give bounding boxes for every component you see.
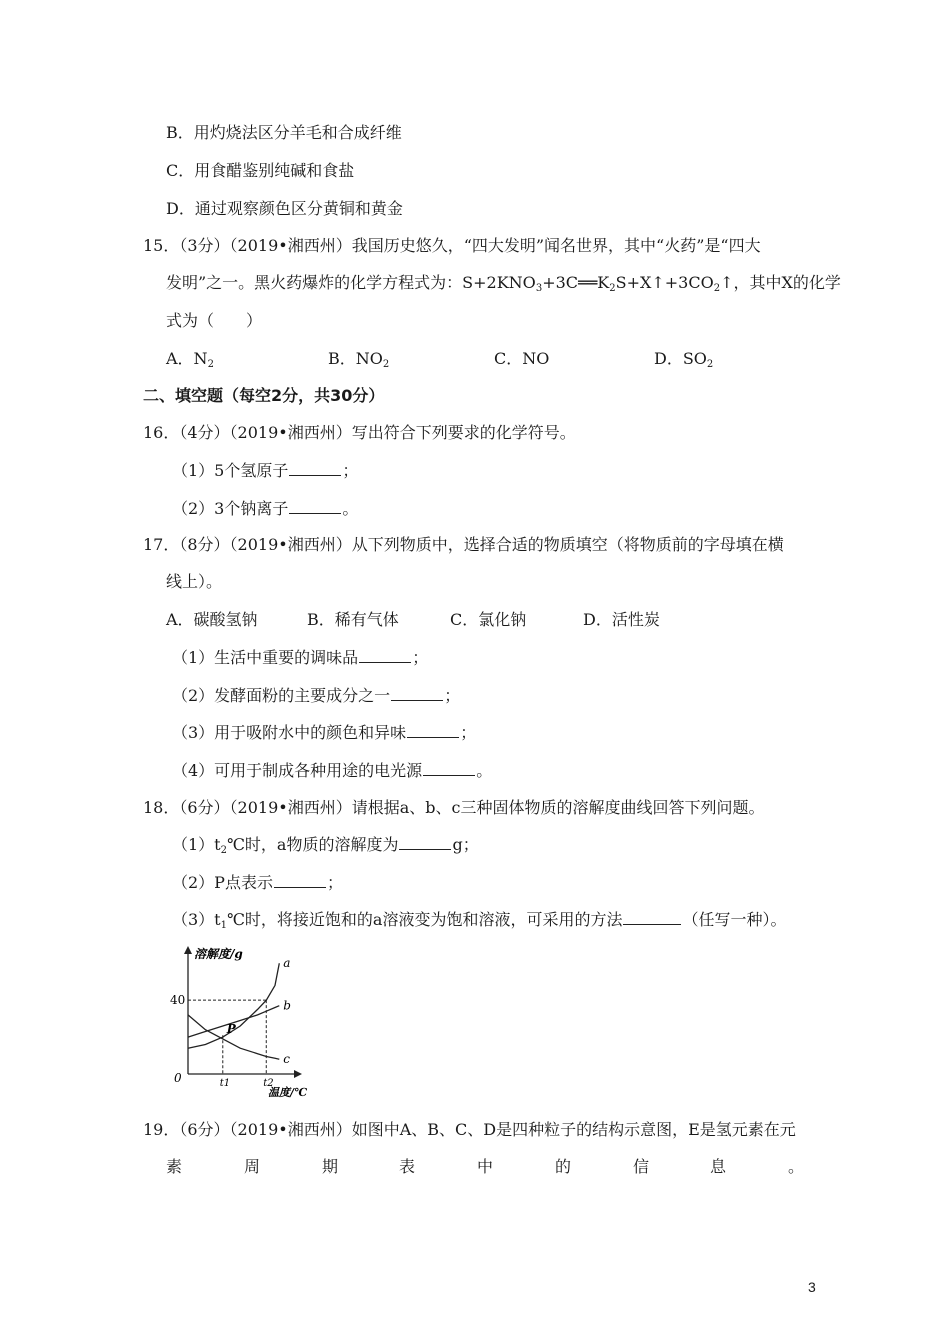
q14-option-d: D．通过观察颜色区分黄铜和黄金	[166, 199, 403, 218]
q15-stem-line2: 发明”之一。黑火药爆炸的化学方程式为：$S+2KNO_3+3C══K_2S+X↑+3CO_2↑$，其中X的化学	[166, 273, 841, 294]
x-axis-label: 温度/℃	[268, 1086, 308, 1099]
answer-blank[interactable]	[289, 499, 341, 514]
answer-blank[interactable]	[623, 910, 681, 925]
q15-option-c: C．NO	[494, 349, 550, 368]
y-axis-arrow	[184, 946, 192, 954]
page-number: 3	[808, 1279, 816, 1295]
q17-part4: （4）可用于制成各种用途的电光源 。	[172, 761, 493, 780]
q19-char: 表	[399, 1157, 416, 1176]
q16-part2: （2）3个钠离子 。	[172, 499, 359, 518]
x-axis-arrow	[294, 1070, 302, 1078]
curve-label-a: a	[283, 956, 291, 971]
q18-stem: 18．（6分）（2019•湘西州）请根据a、b、c三种固体物质的溶解度曲线回答下列问题。	[143, 798, 765, 817]
section-title: 二、填空题（每空2分，共30分）	[143, 386, 385, 405]
q17-option-d: D．活性炭	[583, 610, 660, 629]
q19-char: 素	[166, 1157, 183, 1176]
q15-option-d: D．$SO_2$	[654, 349, 714, 370]
q19-char: 。	[788, 1157, 805, 1176]
q17-option-a: A．碳酸氢钠	[166, 610, 258, 629]
x-tick-label-t2: t2	[263, 1078, 274, 1089]
answer-blank[interactable]	[289, 461, 341, 476]
answer-blank[interactable]	[407, 723, 459, 738]
solubility-curve-chart	[170, 944, 340, 1104]
answer-blank[interactable]	[274, 873, 326, 888]
q19-char: 信	[633, 1157, 650, 1176]
q19-stem-line1: 19．（6分）（2019•湘西州）如图中A、B、C、D是四种粒子的结构示意图，E是氢元素在元	[143, 1120, 796, 1139]
y-tick-label: 40	[170, 993, 186, 1008]
point-p-label: P	[226, 1022, 236, 1037]
q19-char: 的	[555, 1157, 572, 1176]
q14-option-b: B．用灼烧法区分羊毛和合成纤维	[166, 123, 402, 142]
q19-char: 期	[322, 1157, 339, 1176]
q17-option-c: C．氯化钠	[450, 610, 527, 629]
q14-option-c: C．用食醋鉴别纯碱和食盐	[166, 161, 355, 180]
answer-blank[interactable]	[359, 648, 411, 663]
q15-option-b: B．$NO_2$	[328, 349, 390, 370]
q16-part1: （1）5个氢原子 ；	[172, 461, 359, 480]
answer-blank[interactable]	[391, 686, 443, 701]
curve-label-b: b	[283, 998, 291, 1013]
q19-char: 中	[477, 1157, 494, 1176]
q19-char: 周	[244, 1157, 261, 1176]
q19-stem-line2	[166, 1157, 804, 1177]
q15-stem-line1: 15．（3分）（2019•湘西州）我国历史悠久，“四大发明”闻名世界，其中“火药”是“四大	[143, 236, 761, 255]
q15-stem-line3: 式为（ ）	[166, 311, 263, 330]
q18-part2: （2）P点表示 ；	[172, 873, 343, 892]
origin-label: 0	[174, 1071, 182, 1085]
q17-part2: （2）发酵面粉的主要成分之一 ；	[172, 686, 461, 705]
q17-stem-line1: 17．（8分）（2019•湘西州）从下列物质中，选择合适的物质填空（将物质前的字母填在横	[143, 535, 784, 554]
x-tick-label-t1: t1	[219, 1078, 231, 1089]
q17-part1: （1）生活中重要的调味品 ；	[172, 648, 429, 667]
answer-blank[interactable]	[423, 761, 475, 776]
y-axis-label: 溶解度/g	[194, 947, 243, 961]
answer-blank[interactable]	[399, 835, 451, 850]
q19-char: 息	[710, 1157, 727, 1176]
q17-stem-line2: 线上）。	[166, 572, 223, 591]
q15-option-a: A．$N_2$	[166, 349, 214, 370]
q17-part3: （3）用于吸附水中的颜色和异味 ；	[172, 723, 477, 742]
q17-option-b: B．稀有气体	[307, 610, 399, 629]
q18-part1: $(1)t_2℃$时，a物质的溶解度为 g；	[172, 835, 479, 856]
q18-part3: $(3)t_1℃$时，将接近饱和的a溶液变为饱和溶液，可采用的方法 （任写一种）。	[172, 910, 787, 931]
curve-label-c: c	[283, 1052, 291, 1067]
q16-stem: 16．（4分）（2019•湘西州）写出符合下列要求的化学符号。	[143, 423, 576, 442]
